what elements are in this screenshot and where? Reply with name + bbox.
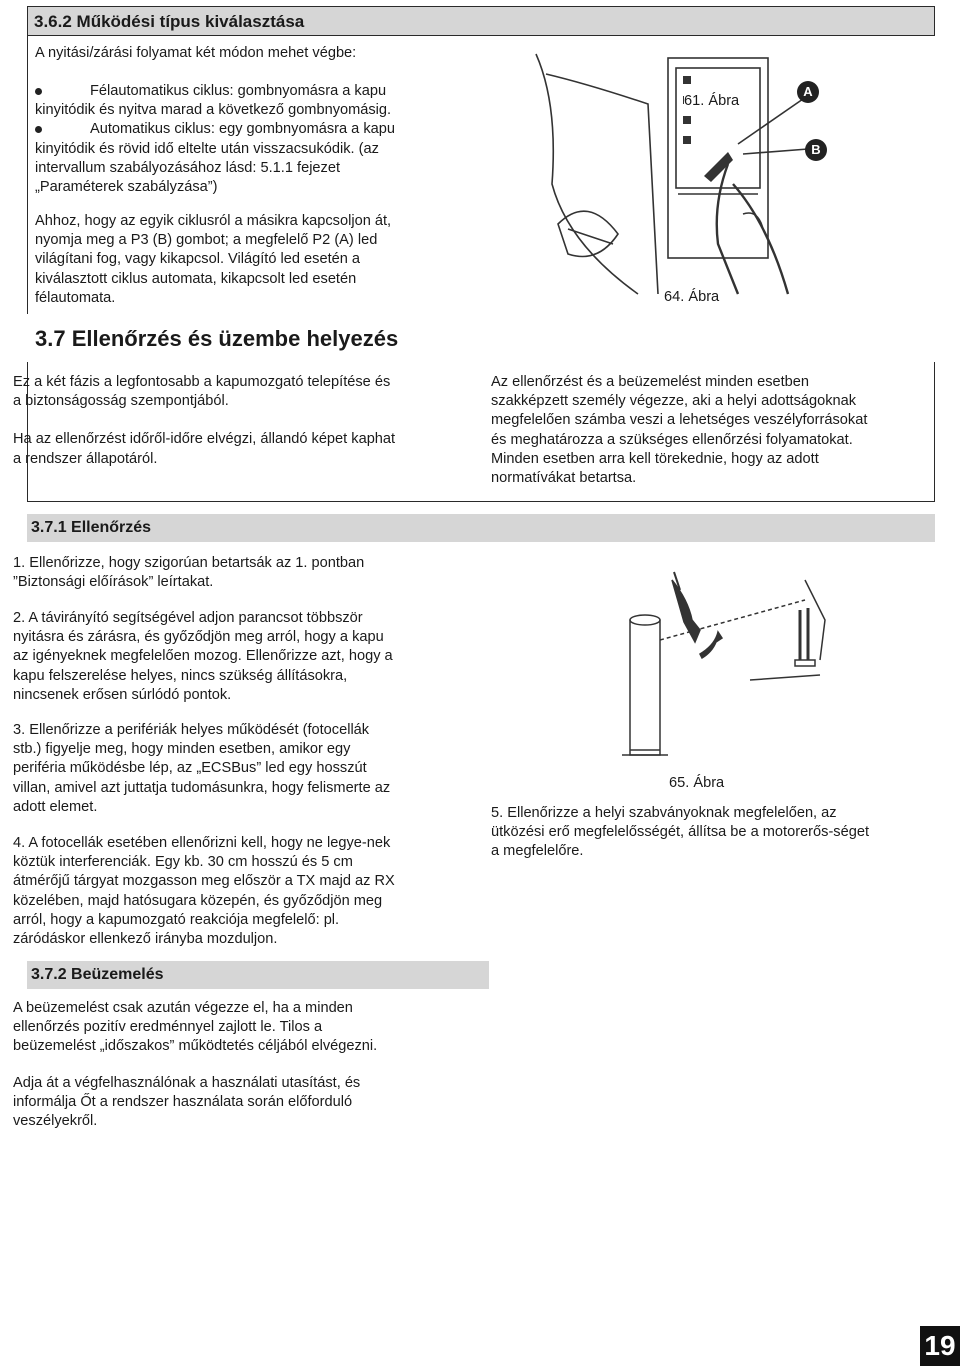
label-a: A xyxy=(803,84,813,99)
section-3-7-left-text: Ez a két fázis a legfontosabb a kapumozgató telepítése és a biztonságosság szempontjából. Ha az ellenőrzést időről-időre elvégzi, állandó képet kaphat a rendszer állapotáról. xyxy=(13,374,396,467)
commissioning-paragraph-1: A beüzemelést csak azután végezze el, ha a minden ellenőrzés pozitív eredménnyel zajlott le. Tilos a beüzemelést „időszakos” működtetés céljából elvégezni. xyxy=(13,1000,378,1055)
bullet-item: Félautomatikus ciklus: gombnyomásra a kapu xyxy=(35,82,495,101)
figure-control-board xyxy=(528,44,848,304)
check-item-2: 2. A távirányító segítségével adjon parancsot többször nyitásra és zárásra, és győződjön meg arról, hogy a kapu az igényeknek megfelelően mozog. Ellenőrizze azt, hogy a kapu felszerelése helyes, nincs szükség állításokra, nincsenek erősen súrlódó pontok. xyxy=(13,610,393,703)
check-item-3: 3. Ellenőrizze a perifériák helyes működését (fotocellák stb.) figyelje meg, hogy minden esetben, amikor egy periféria működésbe lép, az „ECSBus” led egy hosszút villan, amivel azt juttatja tudomásunkra, hogy felismerte az adott elemet. xyxy=(13,722,391,815)
bullet-item: Automatikus ciklus: egy gombnyomásra a kapu xyxy=(35,120,495,139)
section-3-7-right-text: Az ellenőrzést és a beüzemelést minden esetben szakképzett személy végezze, aki a helyi adottságoknak megfelelően számba veszi a lehetséges veszélyforrásokat és meghatározza a szükséges ellenőrzési folyamatokat. Minden esetben arra kell törekednie, hogy az adott normatívákat betartsa. xyxy=(491,374,868,487)
figure-65-caption: 65. Ábra xyxy=(669,775,725,791)
figure-64-caption: 64. Ábra xyxy=(664,289,720,305)
figure-61-caption: 61. Ábra xyxy=(684,93,740,109)
check-item-1: 1. Ellenőrizze, hogy szigorúan betartsák az 1. pontban ”Biztonsági előírások” leírtakat. xyxy=(13,555,365,591)
bullet-dot-icon xyxy=(35,126,42,133)
intro-text: A nyitási/zárási folyamat két módon mehet végbe: xyxy=(35,45,357,61)
label-b: B xyxy=(811,142,821,157)
check-item-4: 4. A fotocellák esetében ellenőrizni kell, hogy ne legye-nek köztük interferenciák. Egy kb. 30 cm hosszú és 5 cm átmérőjű tárgyat mozgasson meg először a TX majd az RX közelében, majd hatósugara közepén, és győződjön meg arról, hogy a kapumozgató reakciója megfelelő: pl. záródáskor ellenkező irányba mozduljon. xyxy=(13,835,395,948)
photocell-test-illustration xyxy=(600,560,920,770)
section-3-7-heading: 3.7 Ellenőrzés és üzembe helyezés xyxy=(35,326,399,351)
control-board-illustration xyxy=(528,44,848,304)
commissioning-paragraph-2: Adja át a végfelhasználónak a használati utasítást, és informálja Őt a rendszer használata során előforduló veszélyekről. xyxy=(13,1075,361,1130)
section-3-7-2-heading: 3.7.2 Beüzemelés xyxy=(27,961,489,989)
check-item-5: 5. Ellenőrizze a helyi szabványoknak megfelelően, az ütközési erő megfelelősségét, állítsa be a motorerős-séget a megfelelőre. xyxy=(491,805,870,860)
section-3-6-2-heading: 3.6.2 Működési típus kiválasztása xyxy=(27,6,935,36)
bullet-line: kinyitódik és nyitva marad a következő gombnyomásig. xyxy=(35,102,392,119)
bullet-line: intervallum szabályozásához lásd: 5.1.1 fejezet xyxy=(35,159,341,176)
left-rule xyxy=(27,36,28,314)
bullet-line: „Paraméterek szabályzása”) xyxy=(35,179,218,196)
bullet-line: kinyitódik és rövid idő eltelte után visszacsukódik. (az xyxy=(35,140,379,157)
section-3-7-1-heading: 3.7.1 Ellenőrzés xyxy=(27,514,935,542)
figure-photocell-test xyxy=(600,560,920,770)
page-number: 19 xyxy=(920,1326,960,1366)
cycle-switch-paragraph: Ahhoz, hogy az egyik ciklusról a másikra kapcsoljon át, nyomja meg a P3 (B) gombot; a megfelelő P2 (A) led világítani fog, vagy kikapcsol. Világító led esetén a kiválasztott ciklus automata, kikapcsolt led esetén félautomata. xyxy=(35,213,392,306)
bullet-dot-icon xyxy=(35,88,42,95)
bullet-list xyxy=(35,82,495,197)
